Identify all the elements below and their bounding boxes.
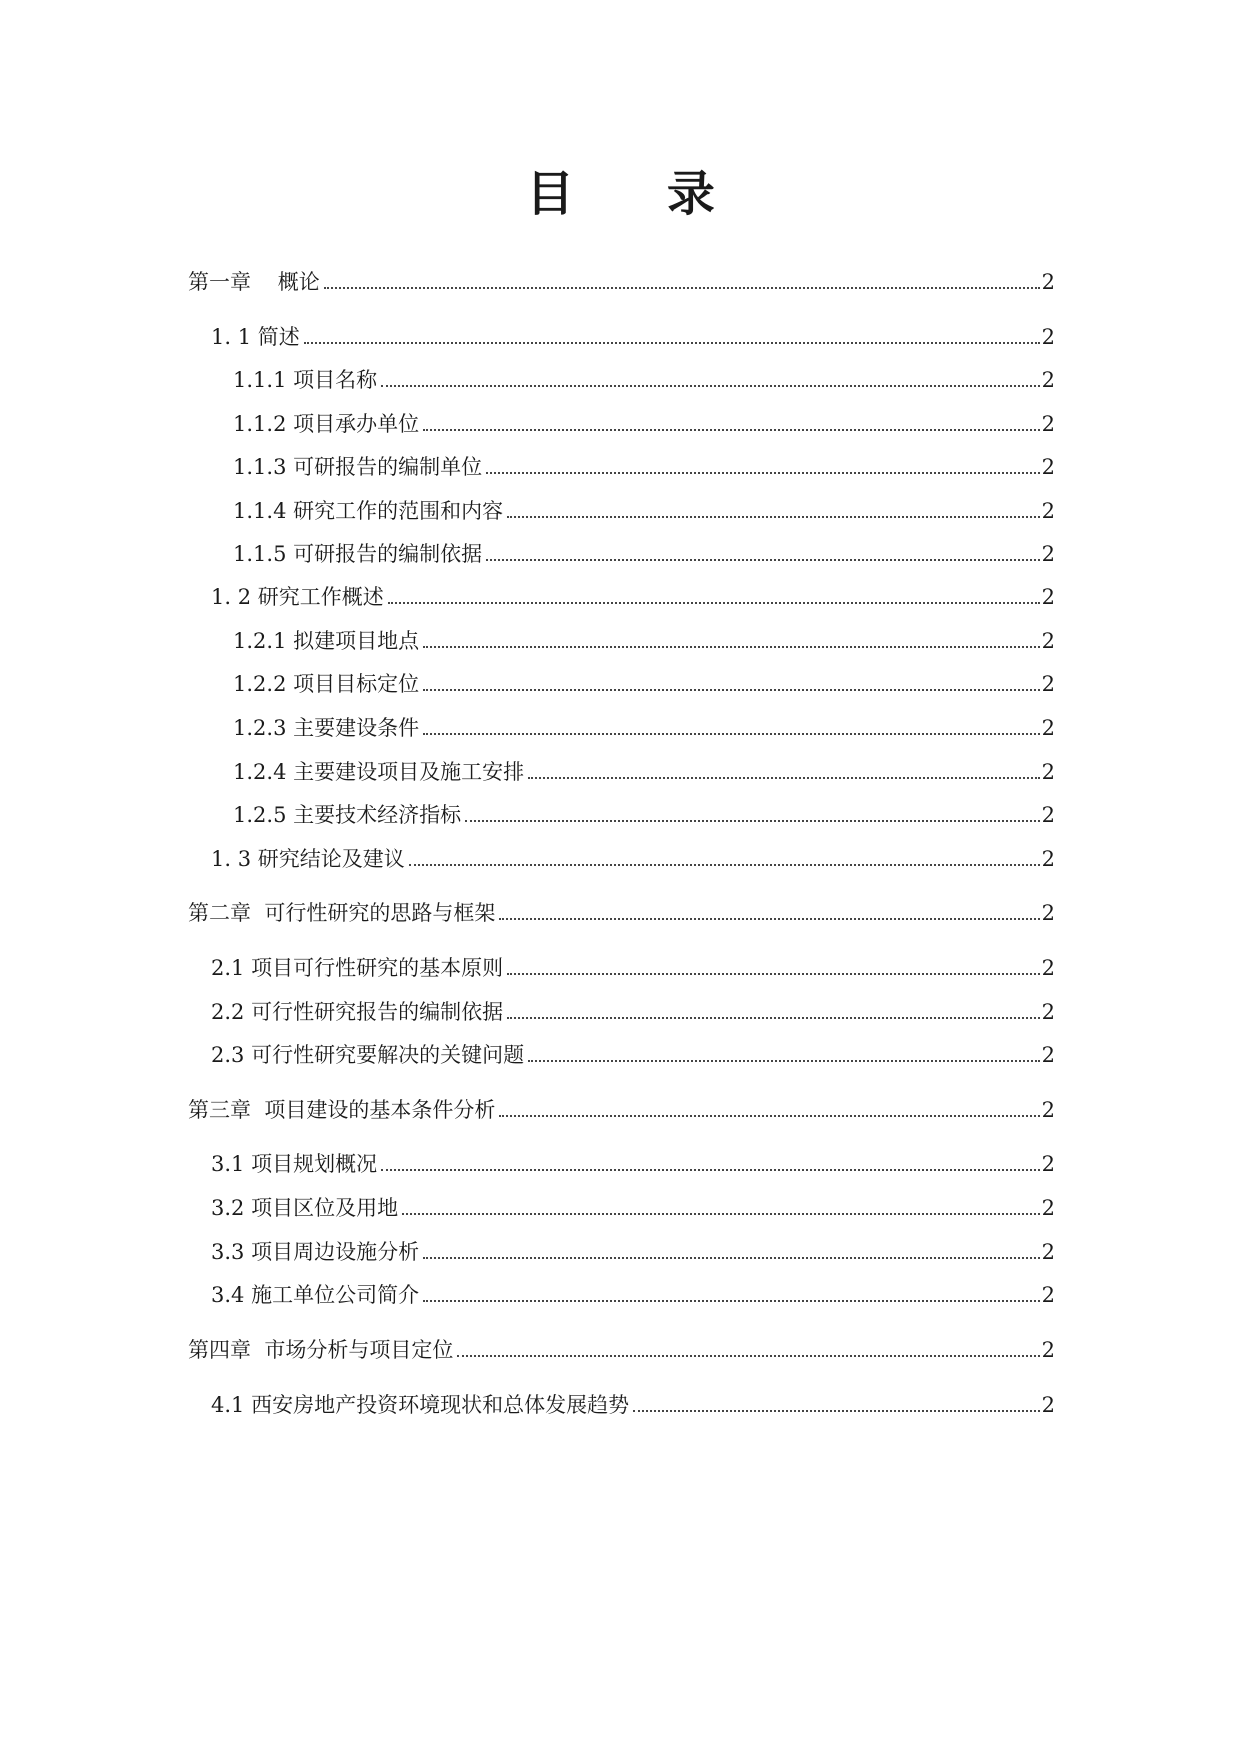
toc-page-number: 2 [1041,368,1055,392]
toc-page-number: 2 [1041,1000,1055,1024]
dot-leader [423,429,1040,431]
toc-entry-label: 4.1 西安房地产投资环境现状和总体发展趋势 [211,1393,630,1417]
toc-entry-label: 1. 2 研究工作概述 [211,585,384,609]
toc-page-number: 2 [1041,325,1055,349]
toc-page-number: 2 [1041,455,1055,479]
toc-entry-label: 1. 1 简述 [211,325,300,349]
toc-page-number: 2 [1041,956,1055,980]
dot-leader [409,864,1040,866]
toc-title: 目 录 [526,166,753,222]
dot-leader [381,385,1040,387]
toc-page-number: 2 [1041,499,1055,523]
toc-section-entry[interactable] [211,954,1055,982]
toc-section-entry[interactable] [233,670,1055,698]
toc-section-entry[interactable] [233,540,1055,568]
toc-entry-label: 3.1 项目规划概况 [211,1152,378,1176]
dot-leader [402,1213,1040,1215]
dot-leader [507,973,1040,975]
toc-entry-label: 1.1.1 项目名称 [233,368,378,392]
toc-section-entry[interactable] [211,1194,1055,1222]
dot-leader [423,689,1040,691]
toc-page-number: 2 [1041,1152,1055,1176]
toc-section-entry[interactable] [211,845,1055,873]
toc-entry-label: 1.2.1 拟建项目地点 [233,629,420,653]
dot-leader [457,1355,1039,1357]
toc-entry-label: 1.2.2 项目目标定位 [233,672,420,696]
toc-section-entry[interactable] [233,801,1055,829]
toc-entry-label: 3.4 施工单位公司简介 [211,1283,420,1307]
dot-leader [304,342,1040,344]
toc-section-entry[interactable] [211,1150,1055,1178]
dot-leader [528,777,1040,779]
toc-entry-label: 第四章 市场分析与项目定位 [188,1338,454,1362]
toc-section-entry[interactable] [233,714,1055,742]
dot-leader [381,1169,1040,1171]
toc-entry-label: 1. 3 研究结论及建议 [211,847,405,871]
toc-section-entry[interactable] [211,583,1055,611]
dot-leader [324,287,1040,289]
toc-entry-label: 1.1.3 可研报告的编制单位 [233,455,483,479]
toc-page-number: 2 [1041,760,1055,784]
toc-page-number: 2 [1041,672,1055,696]
toc-chapter-entry[interactable] [188,268,1055,296]
dot-leader [423,1257,1040,1259]
toc-page-number: 2 [1041,1098,1055,1122]
toc-section-entry[interactable] [211,1041,1055,1069]
toc-entry-label: 1.1.2 项目承办单位 [233,412,420,436]
toc-entry-label: 1.2.3 主要建设条件 [233,716,420,740]
toc-chapter-entry[interactable] [188,1096,1055,1124]
toc-page-number: 2 [1041,270,1055,294]
toc-page-number: 2 [1041,847,1055,871]
toc-page-number: 2 [1041,901,1055,925]
toc-section-entry[interactable] [233,410,1055,438]
toc-section-entry[interactable] [211,323,1055,351]
dot-leader [486,472,1040,474]
toc-section-entry[interactable] [233,453,1055,481]
toc-section-entry[interactable] [233,627,1055,655]
toc-section-entry[interactable] [211,1281,1055,1309]
toc-page-number: 2 [1041,629,1055,653]
toc-page-number: 2 [1041,1196,1055,1220]
dot-leader [507,1017,1040,1019]
dot-leader [633,1410,1040,1412]
dot-leader [499,918,1039,920]
toc-page-number: 2 [1041,1338,1055,1362]
toc-chapter-entry[interactable] [188,899,1055,927]
dot-leader [423,1300,1040,1302]
dot-leader [423,646,1040,648]
toc-entry-label: 2.1 项目可行性研究的基本原则 [211,956,504,980]
toc-entry-label: 第一章 概论 [188,270,320,294]
toc-page-number: 2 [1041,585,1055,609]
toc-page-number: 2 [1041,1240,1055,1264]
toc-entry-label: 第二章 可行性研究的思路与框架 [188,901,496,925]
dot-leader [507,516,1040,518]
dot-leader [465,820,1040,822]
toc-chapter-entry[interactable] [188,1336,1055,1364]
toc-page-number: 2 [1041,1393,1055,1417]
dot-leader [486,559,1040,561]
toc-entry-label: 1.2.4 主要建设项目及施工安排 [233,760,525,784]
toc-section-entry[interactable] [233,366,1055,394]
toc-entry-label: 第三章 项目建设的基本条件分析 [188,1098,496,1122]
toc-entry-label: 3.2 项目区位及用地 [211,1196,399,1220]
toc-entry-label: 2.2 可行性研究报告的编制依据 [211,1000,504,1024]
dot-leader [388,602,1040,604]
toc-section-entry[interactable] [211,1238,1055,1266]
toc-entry-label: 3.3 项目周边设施分析 [211,1240,420,1264]
toc-page-number: 2 [1041,1043,1055,1067]
dot-leader [499,1115,1039,1117]
dot-leader [528,1060,1040,1062]
toc-section-entry[interactable] [211,1391,1055,1419]
toc-section-entry[interactable] [211,998,1055,1026]
toc-page-number: 2 [1041,716,1055,740]
dot-leader [423,733,1040,735]
toc-page-number: 2 [1041,1283,1055,1307]
toc-page-number: 2 [1041,542,1055,566]
toc-page-number: 2 [1041,803,1055,827]
toc-entry-label: 1.1.5 可研报告的编制依据 [233,542,483,566]
toc-page-number: 2 [1041,412,1055,436]
toc-section-entry[interactable] [233,497,1055,525]
toc-entry-label: 2.3 可行性研究要解决的关键问题 [211,1043,525,1067]
toc-entry-label: 1.1.4 研究工作的范围和内容 [233,499,504,523]
toc-section-entry[interactable] [233,758,1055,786]
toc-entry-label: 1.2.5 主要技术经济指标 [233,803,462,827]
